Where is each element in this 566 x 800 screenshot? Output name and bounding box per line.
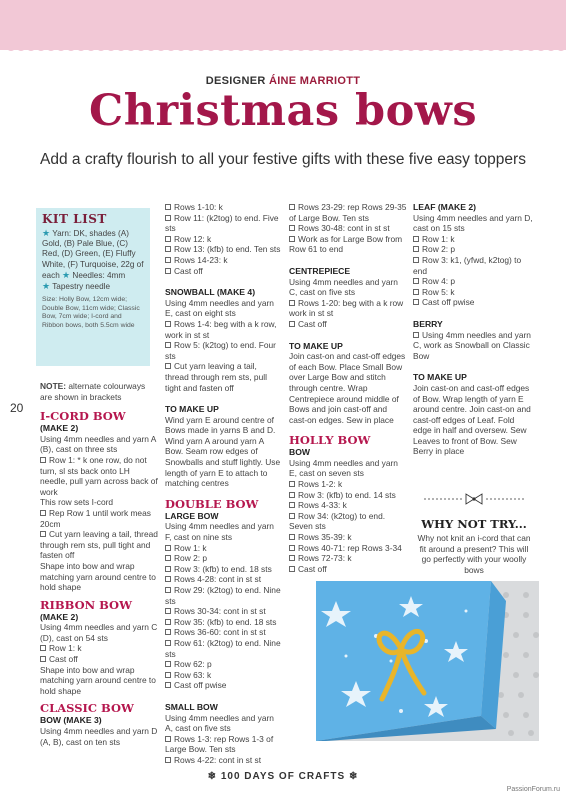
gift-photo bbox=[316, 581, 539, 741]
checkbox-icon[interactable] bbox=[40, 457, 46, 463]
checkbox-icon[interactable] bbox=[165, 608, 171, 614]
holly-bow-subheading: BOW bbox=[289, 447, 311, 458]
checkbox-icon[interactable] bbox=[165, 545, 171, 551]
leaf-step: Row 3: k1, (yfwd, k2tog) to end bbox=[413, 254, 522, 276]
holly-step: Using 4mm needles and yarn E, cast on seven sts bbox=[289, 457, 398, 479]
checkbox-icon[interactable] bbox=[165, 661, 171, 667]
checkbox-icon[interactable] bbox=[289, 534, 295, 540]
leaf-step: Cast off pwise bbox=[413, 297, 535, 308]
leaf-step: Row 1: k bbox=[413, 234, 535, 245]
small-bow-heading: SMALL BOW bbox=[165, 701, 218, 712]
classic-step: Using 4mm needles and yarn D (A, B), cast on ten sts bbox=[40, 726, 158, 747]
checkbox-icon[interactable] bbox=[165, 566, 171, 572]
page-number: 20 bbox=[10, 401, 24, 415]
large-bow-step: Row 62: p bbox=[165, 659, 282, 670]
holly-step: Rows 1-2: k bbox=[289, 479, 407, 490]
holly-step: Rows 72-73: k bbox=[289, 553, 407, 564]
large-bow-step: Rows 30-34: cont in st st bbox=[165, 606, 282, 617]
checkbox-icon[interactable] bbox=[165, 587, 171, 593]
footer-text: 100 DAYS OF CRAFTS bbox=[220, 771, 346, 782]
large-bow-step: Row 29: (k2tog) to end. Nine sts bbox=[165, 585, 281, 606]
berry-heading: BERRY bbox=[413, 318, 443, 329]
to-make-up-text: Join cast-on and cast-off edges of Bow. Wrap length of yarn E around centre. Join cast-on and cast-off edges of Leaf. Fold edge in half and oversew. Sew Leaves to front of Bow. Sew Berry in place bbox=[413, 382, 531, 457]
holly-step: Row 3: (kfb) to end. 14 sts bbox=[289, 490, 407, 501]
icord-bow-heading: I-CORD BOW bbox=[40, 409, 126, 424]
why-not-try-box bbox=[414, 492, 534, 575]
large-bow-step: Cast off pwise bbox=[165, 680, 282, 691]
centrepiece-step: Cast off bbox=[289, 319, 407, 330]
top-band bbox=[0, 0, 566, 50]
large-bow-step: Row 1: k bbox=[165, 543, 282, 554]
designer-name: ÁINE MARRIOTT bbox=[268, 75, 361, 87]
page-subtitle: Add a crafty flourish to all your festive gifts with these five easy toppers bbox=[40, 151, 526, 168]
leaf-step: Using 4mm needles and yarn D, cast on 15 sts bbox=[413, 212, 533, 234]
classic-step: Cast off bbox=[165, 266, 282, 277]
checkbox-icon[interactable] bbox=[165, 363, 171, 369]
large-bow-step: Rows 4-28: cont in st st bbox=[165, 574, 282, 585]
kit-needles: Needles: 4mm bbox=[72, 270, 126, 280]
ribbon-step: Cast off bbox=[40, 654, 158, 665]
checkbox-icon[interactable] bbox=[165, 736, 171, 742]
large-bow-step: Row 61: (k2tog) to end. Nine sts bbox=[165, 637, 281, 659]
snowflake-icon: ❄ bbox=[348, 771, 359, 782]
ribbon-bow-subheading: (MAKE 2) bbox=[40, 611, 79, 622]
checkbox-icon[interactable] bbox=[413, 257, 419, 263]
bow-divider-icon bbox=[424, 492, 524, 506]
classic-step: Row 13: (kfb) to end. Ten sts bbox=[165, 244, 282, 255]
icord-step: Cut yarn leaving a tail, thread through rem sts, pull tight and fasten off bbox=[40, 529, 158, 561]
icord-bow-subheading: (MAKE 2) bbox=[40, 423, 79, 434]
checkbox-icon[interactable] bbox=[289, 204, 295, 210]
column-3 bbox=[289, 202, 407, 574]
star-icon: ★ bbox=[62, 269, 71, 280]
checkbox-icon[interactable] bbox=[165, 629, 171, 635]
small-bow-step: Rows 1-3: rep Rows 1-3 of Large Bow. Ten sts bbox=[165, 733, 274, 755]
small-bow-step: Using 4mm needles and yarn A, cast on five sts bbox=[165, 712, 274, 734]
checkbox-icon[interactable] bbox=[165, 757, 171, 763]
classic-step: Rows 1-10: k bbox=[165, 202, 282, 213]
checkbox-icon[interactable] bbox=[289, 225, 295, 231]
checkbox-icon[interactable] bbox=[40, 531, 46, 537]
checkbox-icon[interactable] bbox=[289, 481, 295, 487]
classic-bow-subheading: BOW (MAKE 3) bbox=[40, 715, 102, 726]
centrepiece-step: Using 4mm needles and yarn C, cast on five sts bbox=[289, 276, 398, 298]
large-bow-step: Row 63: k bbox=[165, 670, 282, 681]
classic-step: Rows 14-23: k bbox=[165, 255, 282, 266]
to-make-up-text: Wind yarn E around centre of Bows made in yarns B and D. Wind yarn A around yarn A Bow. Seam row edges of Snowballs and stuff lightly. Use length of yarn E to attach to matching centres bbox=[165, 414, 281, 489]
snowball-step: Using 4mm needles and yarn E, cast on eight sts bbox=[165, 297, 274, 319]
small-bow-step: Rows 30-48: cont in st st bbox=[289, 223, 407, 234]
centrepiece-step: Rows 1-20: beg with a k row work in st st bbox=[289, 297, 404, 319]
icord-step: Rep Row 1 until work meas 20cm bbox=[40, 507, 151, 529]
large-bow-step: Row 35: (kfb) to end. 18 sts bbox=[165, 617, 282, 628]
checkbox-icon[interactable] bbox=[413, 299, 419, 305]
checkbox-icon[interactable] bbox=[40, 645, 46, 651]
large-bow-step: Using 4mm needles and yarn F, cast on nine sts bbox=[165, 521, 274, 543]
snowball-step: Rows 1-4: beg with a k row, work in st st bbox=[165, 318, 277, 340]
checkbox-icon[interactable] bbox=[289, 555, 295, 561]
why-not-try-heading: WHY NOT TRY... bbox=[421, 517, 527, 531]
leaf-step: Row 4: p bbox=[413, 276, 535, 287]
checkbox-icon[interactable] bbox=[165, 257, 171, 263]
why-not-try-text: Why not knit an i-cord that can fit around a present? This will go perfectly with your woolly bows bbox=[417, 533, 531, 575]
berry-step: Using 4mm needles and yarn C, work as Snowball on Classic Bow bbox=[413, 329, 531, 361]
small-bow-step: Rows 4-22: cont in st st bbox=[165, 755, 282, 766]
checkbox-icon[interactable] bbox=[165, 672, 171, 678]
checkbox-icon[interactable] bbox=[413, 236, 419, 242]
checkbox-icon[interactable] bbox=[289, 545, 295, 551]
checkbox-icon[interactable] bbox=[165, 215, 171, 221]
snowball-step: Cut yarn leaving a tail, thread through rem sts, pull tight and fasten off bbox=[165, 361, 267, 393]
kit-list-items bbox=[42, 228, 144, 292]
column-1 bbox=[40, 381, 158, 747]
checkbox-icon[interactable] bbox=[165, 640, 171, 646]
to-make-up-heading: TO MAKE UP bbox=[165, 404, 219, 415]
checkbox-icon[interactable] bbox=[40, 510, 46, 516]
column-4 bbox=[413, 202, 535, 457]
holly-bow-heading: HOLLY BOW bbox=[289, 433, 371, 448]
snowflake-icon: ❄ bbox=[207, 771, 218, 782]
note: NOTE: alternate colourways are shown in brackets bbox=[40, 381, 146, 402]
classic-step: Row 12: k bbox=[165, 234, 282, 245]
small-bow-step: Work as for Large Bow from Row 61 to end bbox=[289, 233, 403, 255]
checkbox-icon[interactable] bbox=[165, 619, 171, 625]
ribbon-step: Shape into bow and wrap matching yarn around centre to hold shape bbox=[40, 664, 156, 696]
checkbox-icon[interactable] bbox=[165, 236, 171, 242]
checkbox-icon[interactable] bbox=[165, 555, 171, 561]
kit-sizes: Size: Holly Bow, 12cm wide; Double Bow, 11cm wide; Classic Bow, 7cm wide; I-cord and Ribbon bows, both 5.5cm wide bbox=[42, 296, 140, 329]
to-make-up-heading: TO MAKE UP bbox=[413, 372, 467, 383]
checkbox-icon[interactable] bbox=[413, 246, 419, 252]
large-bow-step: Rows 36-60: cont in st st bbox=[165, 627, 282, 638]
to-make-up-text: Join cast-on and cast-off edges of each Bow. Place Small Bow over Large Bow and stitch through centre. Wrap Centrepiece around middle of Bows and join cast-off and cast-on edges. Sew in place bbox=[289, 351, 406, 425]
snowball-step: Row 5: (k2tog) to end. Four sts bbox=[165, 340, 276, 361]
checkbox-icon[interactable] bbox=[165, 268, 171, 274]
checkbox-icon[interactable] bbox=[165, 682, 171, 688]
kit-list-box bbox=[36, 208, 150, 366]
kit-yarn: Yarn: DK, shades (A) Gold, (B) Pale Blue, (C) Red, (D) Green, (E) Fluffy White, (F) Turquoise, 22g of each bbox=[42, 229, 144, 280]
designer-label: DESIGNER bbox=[205, 75, 266, 87]
centrepiece-heading: CENTREPIECE bbox=[289, 265, 351, 276]
gift-with-bow-illustration bbox=[316, 581, 539, 741]
checkbox-icon[interactable] bbox=[165, 576, 171, 582]
checkbox-icon[interactable] bbox=[413, 289, 419, 295]
icord-step: Using 4mm needles and yarn A (B), cast on three sts bbox=[40, 433, 156, 455]
page-title: Christmas bows bbox=[88, 86, 478, 136]
classic-step: Row 11: (k2tog) to end. Five sts bbox=[165, 212, 279, 234]
page-footer bbox=[0, 771, 566, 782]
checkbox-icon[interactable] bbox=[165, 342, 171, 348]
checkbox-icon[interactable] bbox=[289, 513, 295, 519]
checkbox-icon[interactable] bbox=[289, 566, 295, 572]
ribbon-step: Row 1: k bbox=[40, 643, 158, 654]
icord-step: This row sets I-cord bbox=[40, 497, 114, 508]
to-make-up-heading: TO MAKE UP bbox=[289, 340, 343, 351]
holly-step: Rows 40-71: rep Rows 3-34 bbox=[289, 543, 407, 554]
checkbox-icon[interactable] bbox=[289, 236, 295, 242]
checkbox-icon[interactable] bbox=[289, 321, 295, 327]
icord-step: Shape into bow and wrap matching yarn around centre to hold shape bbox=[40, 560, 156, 593]
column-2 bbox=[165, 202, 282, 766]
leaf-step: Row 5: k bbox=[413, 287, 535, 298]
large-bow-subheading: LARGE BOW bbox=[165, 510, 219, 521]
checkbox-icon[interactable] bbox=[289, 300, 295, 306]
kit-tapestry: Tapestry needle bbox=[52, 282, 111, 292]
kit-list-title: KIT LIST bbox=[42, 212, 107, 226]
large-bow-step: Row 2: p bbox=[165, 553, 282, 564]
holly-step: Rows 35-39: k bbox=[289, 532, 407, 543]
holly-step: Row 34: (k2tog) to end. Seven sts bbox=[289, 510, 386, 532]
classic-bow-heading: CLASSIC BOW bbox=[40, 701, 134, 716]
checkbox-icon[interactable] bbox=[165, 321, 171, 327]
double-bow-heading: DOUBLE BOW bbox=[165, 496, 259, 511]
checkbox-icon[interactable] bbox=[40, 656, 46, 662]
checkbox-icon[interactable] bbox=[413, 278, 419, 284]
checkbox-icon[interactable] bbox=[289, 502, 295, 508]
checkbox-icon[interactable] bbox=[413, 332, 419, 338]
snowball-heading: SNOWBALL (MAKE 4) bbox=[165, 287, 256, 298]
holly-step: Rows 4-33: k bbox=[289, 500, 407, 511]
star-icon: ★ bbox=[42, 281, 51, 292]
scallop-border bbox=[0, 44, 566, 56]
star-icon: ★ bbox=[42, 228, 51, 238]
checkbox-icon[interactable] bbox=[165, 246, 171, 252]
ribbon-bow-heading: RIBBON BOW bbox=[40, 597, 132, 612]
leaf-step: Row 2: p bbox=[413, 244, 535, 255]
ribbon-step: Using 4mm needles and yarn C (D), cast on 54 sts bbox=[40, 622, 158, 643]
checkbox-icon[interactable] bbox=[289, 492, 295, 498]
large-bow-step: Row 3: (kfb) to end. 18 sts bbox=[165, 564, 282, 575]
small-bow-step: Rows 23-29: rep Rows 29-35 of Large Bow. Ten sts bbox=[289, 202, 407, 223]
checkbox-icon[interactable] bbox=[165, 204, 171, 210]
icord-step: Row 1: * k one row, do not turn, sl sts back onto LH needle, pull yarn across back of work bbox=[40, 454, 158, 497]
holly-step: Cast off bbox=[289, 564, 407, 575]
leaf-heading: LEAF (MAKE 2) bbox=[413, 202, 477, 212]
watermark: PassionForum.ru bbox=[506, 786, 560, 793]
